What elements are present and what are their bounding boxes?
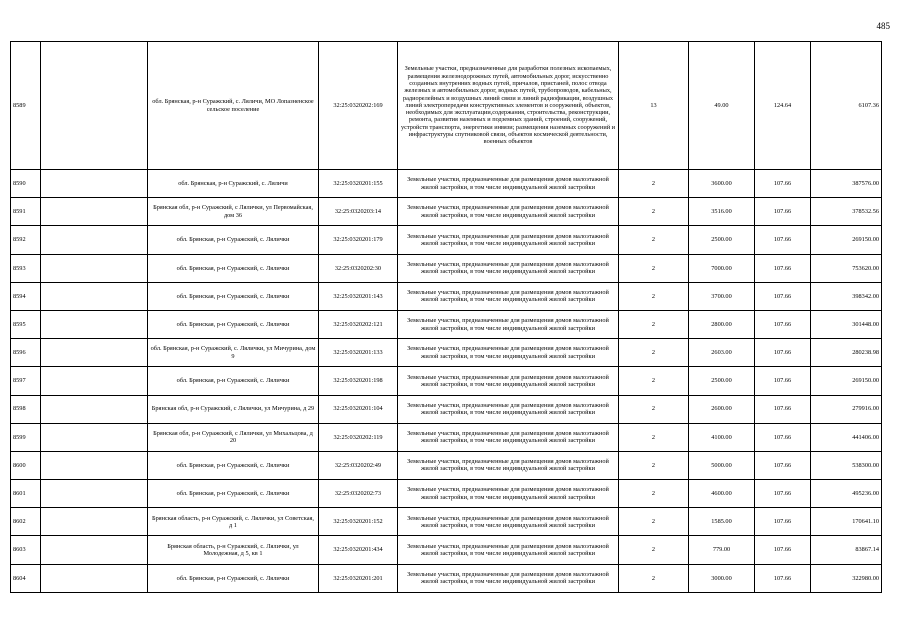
cadastral-number-cell: 32:25:0320201:179 <box>319 226 398 254</box>
address-cell: обл. Брянская, р-н Суражский, с. Ляличи, МО Лопазненское сельское поселение <box>148 42 319 170</box>
rate-cell: 107.66 <box>755 564 811 592</box>
table-row <box>11 367 882 395</box>
category-cell: 2 <box>619 226 689 254</box>
table-row <box>11 480 882 508</box>
row-number: 8599 <box>11 423 41 451</box>
cadastral-value-cell: 6107.36 <box>811 42 882 170</box>
cadastral-value-cell: 301448.00 <box>811 310 882 338</box>
area-cell: 2500.00 <box>689 367 755 395</box>
land-use-cell: Земельные участки, предназначенные для размещения домов малоэтажной жилой застройки, в том числе индивидуальной жилой застройки <box>398 367 619 395</box>
cadastral-value-cell: 322980.00 <box>811 564 882 592</box>
table-body <box>11 42 882 593</box>
row-number: 8593 <box>11 254 41 282</box>
address-cell: Брянская обл, р-н Суражский, с Лялички, ул Первомайская, дом 36 <box>148 198 319 226</box>
row-number: 8600 <box>11 451 41 479</box>
empty-cell <box>41 42 148 170</box>
table-row <box>11 451 882 479</box>
cadastral-number-cell: 32:25:0320201:152 <box>319 508 398 536</box>
page-number: 485 <box>876 21 890 31</box>
empty-cell <box>41 198 148 226</box>
address-cell: Брянская область, р-н Суражский, с. Лялички, ул Советская, д 1 <box>148 508 319 536</box>
area-cell: 3600.00 <box>689 170 755 198</box>
rate-cell: 107.66 <box>755 198 811 226</box>
empty-cell <box>41 170 148 198</box>
area-cell: 4100.00 <box>689 423 755 451</box>
category-cell: 13 <box>619 42 689 170</box>
address-cell: обл. Брянская, р-н Суражский, с. Лялички <box>148 254 319 282</box>
empty-cell <box>41 310 148 338</box>
row-number: 8597 <box>11 367 41 395</box>
row-number: 8598 <box>11 395 41 423</box>
address-cell: обл. Брянская, р-н Суражский, с. Лялички <box>148 564 319 592</box>
category-cell: 2 <box>619 564 689 592</box>
cadastral-number-cell: 32:25:0320202:30 <box>319 254 398 282</box>
cadastral-value-cell: 538300.00 <box>811 451 882 479</box>
cadastral-number-cell: 32:25:0320201:198 <box>319 367 398 395</box>
address-cell: обл. Брянская, р-н Суражский, с. Лялички <box>148 226 319 254</box>
rate-cell: 107.66 <box>755 508 811 536</box>
category-cell: 2 <box>619 339 689 367</box>
empty-cell <box>41 536 148 564</box>
land-use-cell: Земельные участки, предназначенные для размещения домов малоэтажной жилой застройки, в том числе индивидуальной жилой застройки <box>398 480 619 508</box>
address-cell: Брянская обл, р-н Суражский, с Лялички, ул Мичурина, д 29 <box>148 395 319 423</box>
empty-cell <box>41 226 148 254</box>
cadastral-number-cell: 32:25:0320201:155 <box>319 170 398 198</box>
address-cell: обл. Брянская, р-н Суражский, с. Лялички, ул Мичурина, дом 9 <box>148 339 319 367</box>
cadastral-number-cell: 32:25:0320201:104 <box>319 395 398 423</box>
land-use-cell: Земельные участки, предназначенные для размещения домов малоэтажной жилой застройки, в том числе индивидуальной жилой застройки <box>398 170 619 198</box>
area-cell: 7000.00 <box>689 254 755 282</box>
row-number: 8603 <box>11 536 41 564</box>
rate-cell: 107.66 <box>755 367 811 395</box>
empty-cell <box>41 282 148 310</box>
area-cell: 4600.00 <box>689 480 755 508</box>
cadastral-number-cell: 32:25:0320202:49 <box>319 451 398 479</box>
table-row <box>11 226 882 254</box>
cadastral-number-cell: 32:25:0320201:201 <box>319 564 398 592</box>
category-cell: 2 <box>619 536 689 564</box>
land-use-cell: Земельные участки, предназначенные для разработки полезных ископаемых, размещения железнодорожных путей, автомобильных дорог, искусственно созданных внутренних водных путей, причалов, пристаней, полос отвода железных и автомобильных дорог, водных путей, трубопроводов, кабельных, радиорелейных и воздушных линий связи и линий радиофикации, воздушных линий электропередачи конструктивных элементов и сооружений, объектов, необходимых для эксплуатации,содержания, строительства, реконструкции, ремонта, развития наземных и подземных зданий, строений, сооружений, устройств транспорта, энергетики инвязи; размещения наземных сооружений и инфраструктуры спутниковой связи, объектов космической деятельности, военных объектов <box>398 42 619 170</box>
address-cell: обл. Брянская, р-н Суражский, с. Ляличи <box>148 170 319 198</box>
category-cell: 2 <box>619 395 689 423</box>
area-cell: 2800.00 <box>689 310 755 338</box>
category-cell: 2 <box>619 198 689 226</box>
category-cell: 2 <box>619 451 689 479</box>
cadastral-number-cell: 32:25:0320201:434 <box>319 536 398 564</box>
empty-cell <box>41 254 148 282</box>
land-use-cell: Земельные участки, предназначенные для размещения домов малоэтажной жилой застройки, в том числе индивидуальной жилой застройки <box>398 536 619 564</box>
land-use-cell: Земельные участки, предназначенные для размещения домов малоэтажной жилой застройки, в том числе индивидуальной жилой застройки <box>398 254 619 282</box>
cadastral-number-cell: 32:25:0320201:133 <box>319 339 398 367</box>
cadastral-value-cell: 269150.00 <box>811 367 882 395</box>
land-use-cell: Земельные участки, предназначенные для размещения домов малоэтажной жилой застройки, в том числе индивидуальной жилой застройки <box>398 310 619 338</box>
area-cell: 3516.00 <box>689 198 755 226</box>
cadastral-value-cell: 279916.00 <box>811 395 882 423</box>
address-cell: Брянская область, р-н Суражский, с. Лялички, ул Молодежная, д 5, кв 1 <box>148 536 319 564</box>
category-cell: 2 <box>619 508 689 536</box>
area-cell: 5000.00 <box>689 451 755 479</box>
table-row <box>11 254 882 282</box>
rate-cell: 107.66 <box>755 282 811 310</box>
rate-cell: 107.66 <box>755 480 811 508</box>
cadastral-value-cell: 83867.14 <box>811 536 882 564</box>
table-row <box>11 339 882 367</box>
rate-cell: 107.66 <box>755 310 811 338</box>
table-row <box>11 42 882 170</box>
row-number: 8592 <box>11 226 41 254</box>
row-number: 8604 <box>11 564 41 592</box>
rate-cell: 107.66 <box>755 536 811 564</box>
rate-cell: 107.66 <box>755 395 811 423</box>
cadastral-value-cell: 398342.00 <box>811 282 882 310</box>
cadastral-value-table <box>10 41 882 593</box>
address-cell: обл. Брянская, р-н Суражский, с. Лялички <box>148 480 319 508</box>
table-row <box>11 423 882 451</box>
cadastral-value-cell: 387576.00 <box>811 170 882 198</box>
area-cell: 1585.00 <box>689 508 755 536</box>
cadastral-number-cell: 32:25:0320203:14 <box>319 198 398 226</box>
category-cell: 2 <box>619 480 689 508</box>
area-cell: 2600.00 <box>689 395 755 423</box>
area-cell: 2603.00 <box>689 339 755 367</box>
rate-cell: 107.66 <box>755 423 811 451</box>
category-cell: 2 <box>619 170 689 198</box>
cadastral-number-cell: 32:25:0320202:119 <box>319 423 398 451</box>
empty-cell <box>41 395 148 423</box>
address-cell: обл. Брянская, р-н Суражский, с. Лялички <box>148 451 319 479</box>
rate-cell: 107.66 <box>755 170 811 198</box>
address-cell: обл. Брянская, р-н Суражский, с. Лялички <box>148 282 319 310</box>
address-cell: обл. Брянская, р-н Суражский, с. Лялички <box>148 367 319 395</box>
empty-cell <box>41 451 148 479</box>
cadastral-value-cell: 269150.00 <box>811 226 882 254</box>
empty-cell <box>41 339 148 367</box>
empty-cell <box>41 480 148 508</box>
rate-cell: 107.66 <box>755 339 811 367</box>
cadastral-number-cell: 32:25:0320202:169 <box>319 42 398 170</box>
land-use-cell: Земельные участки, предназначенные для размещения домов малоэтажной жилой застройки, в том числе индивидуальной жилой застройки <box>398 451 619 479</box>
category-cell: 2 <box>619 254 689 282</box>
row-number: 8590 <box>11 170 41 198</box>
land-use-cell: Земельные участки, предназначенные для размещения домов малоэтажной жилой застройки, в том числе индивидуальной жилой застройки <box>398 282 619 310</box>
table-row <box>11 170 882 198</box>
cadastral-value-cell: 753620.00 <box>811 254 882 282</box>
empty-cell <box>41 423 148 451</box>
cadastral-value-cell: 280238.98 <box>811 339 882 367</box>
area-cell: 3700.00 <box>689 282 755 310</box>
land-use-cell: Земельные участки, предназначенные для размещения домов малоэтажной жилой застройки, в том числе индивидуальной жилой застройки <box>398 564 619 592</box>
table-row <box>11 282 882 310</box>
address-cell: Брянская обл, р-н Суражский, с Лялички, ул Михальцова, д 20 <box>148 423 319 451</box>
cadastral-number-cell: 32:25:0320202:73 <box>319 480 398 508</box>
table-row <box>11 198 882 226</box>
category-cell: 2 <box>619 282 689 310</box>
land-use-cell: Земельные участки, предназначенные для размещения домов малоэтажной жилой застройки, в том числе индивидуальной жилой застройки <box>398 198 619 226</box>
row-number: 8602 <box>11 508 41 536</box>
area-cell: 49.00 <box>689 42 755 170</box>
land-use-cell: Земельные участки, предназначенные для размещения домов малоэтажной жилой застройки, в том числе индивидуальной жилой застройки <box>398 339 619 367</box>
empty-cell <box>41 508 148 536</box>
row-number: 8589 <box>11 42 41 170</box>
area-cell: 779.00 <box>689 536 755 564</box>
row-number: 8595 <box>11 310 41 338</box>
address-cell: обл. Брянская, р-н Суражский, с. Лялички <box>148 310 319 338</box>
rate-cell: 107.66 <box>755 226 811 254</box>
table-row <box>11 536 882 564</box>
area-cell: 2500.00 <box>689 226 755 254</box>
cadastral-value-cell: 441406.00 <box>811 423 882 451</box>
row-number: 8591 <box>11 198 41 226</box>
cadastral-number-cell: 32:25:0320201:143 <box>319 282 398 310</box>
category-cell: 2 <box>619 423 689 451</box>
cadastral-number-cell: 32:25:0320202:121 <box>319 310 398 338</box>
cadastral-value-cell: 170641.10 <box>811 508 882 536</box>
land-use-cell: Земельные участки, предназначенные для размещения домов малоэтажной жилой застройки, в том числе индивидуальной жилой застройки <box>398 395 619 423</box>
row-number: 8601 <box>11 480 41 508</box>
empty-cell <box>41 564 148 592</box>
category-cell: 2 <box>619 310 689 338</box>
table-row <box>11 564 882 592</box>
row-number: 8594 <box>11 282 41 310</box>
rate-cell: 124.64 <box>755 42 811 170</box>
row-number: 8596 <box>11 339 41 367</box>
rate-cell: 107.66 <box>755 254 811 282</box>
table-row <box>11 508 882 536</box>
category-cell: 2 <box>619 367 689 395</box>
cadastral-value-cell: 378532.56 <box>811 198 882 226</box>
rate-cell: 107.66 <box>755 451 811 479</box>
area-cell: 3000.00 <box>689 564 755 592</box>
table-row <box>11 395 882 423</box>
empty-cell <box>41 367 148 395</box>
land-use-cell: Земельные участки, предназначенные для размещения домов малоэтажной жилой застройки, в том числе индивидуальной жилой застройки <box>398 508 619 536</box>
land-use-cell: Земельные участки, предназначенные для размещения домов малоэтажной жилой застройки, в том числе индивидуальной жилой застройки <box>398 226 619 254</box>
cadastral-value-cell: 495236.00 <box>811 480 882 508</box>
land-use-cell: Земельные участки, предназначенные для размещения домов малоэтажной жилой застройки, в том числе индивидуальной жилой застройки <box>398 423 619 451</box>
table-row <box>11 310 882 338</box>
